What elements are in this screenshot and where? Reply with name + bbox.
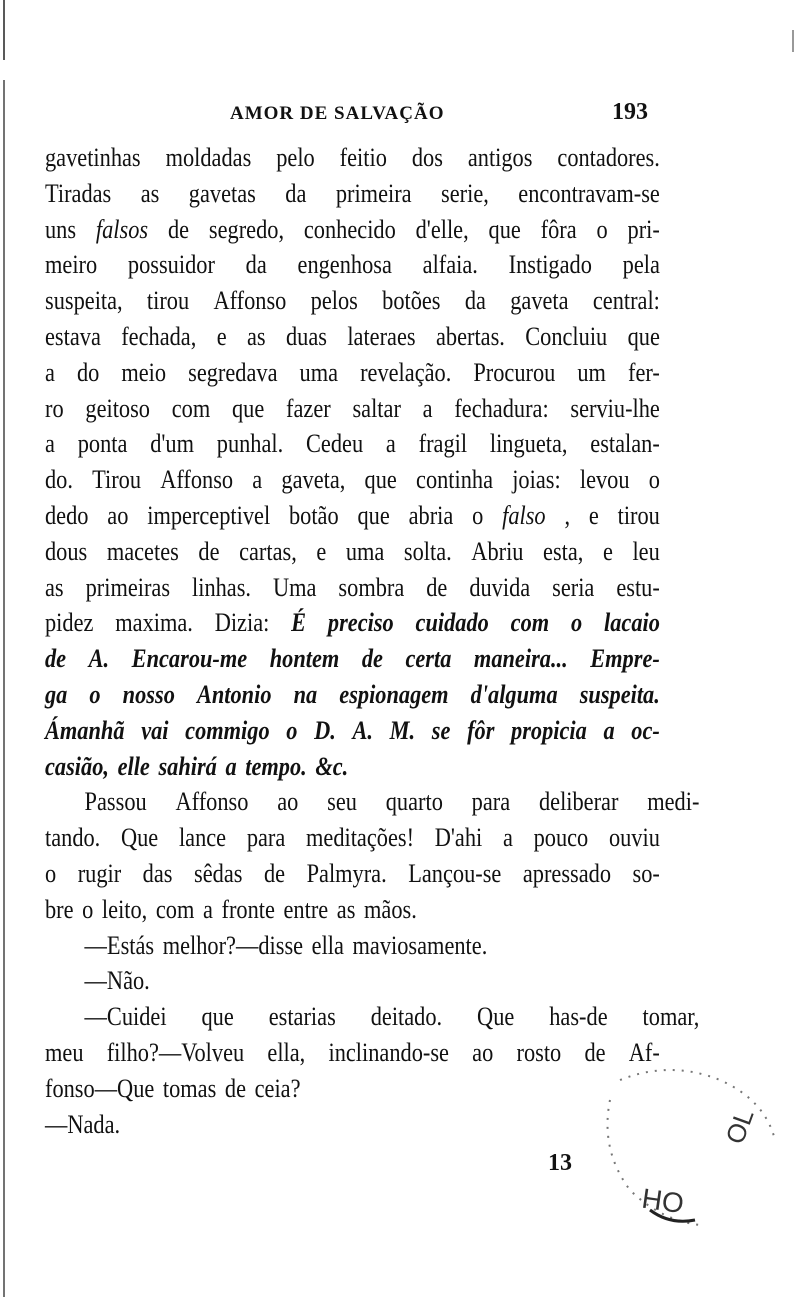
word: d'alguma <box>470 679 558 709</box>
stamp-fragment: OL <box>719 1104 760 1148</box>
word: gaveta, <box>281 465 346 495</box>
word: rosto <box>516 1037 562 1067</box>
word: Passou <box>84 787 147 817</box>
word: Affonso <box>175 787 249 817</box>
text-line <box>45 892 660 928</box>
word: engenhosa <box>297 250 392 280</box>
word: ga <box>45 679 68 709</box>
word: de <box>584 1037 606 1067</box>
word: Antonio <box>196 679 272 709</box>
word: espionagem <box>339 679 449 709</box>
word: elle <box>117 751 150 781</box>
word: fragil <box>418 429 468 459</box>
text-line <box>45 426 660 462</box>
word: leu <box>632 536 660 566</box>
word: que <box>627 321 660 351</box>
word: oc- <box>631 715 660 745</box>
word: mãos. <box>364 894 417 924</box>
word: d'elle, <box>415 214 469 244</box>
text-line <box>45 391 660 427</box>
word: estava <box>45 321 101 351</box>
signature-mark: 13 <box>548 1150 572 1176</box>
word: possuidor <box>127 250 215 280</box>
text-line <box>45 784 699 820</box>
word: Empre- <box>590 644 660 674</box>
word: as <box>246 321 266 351</box>
word: continha <box>416 465 494 495</box>
page-number: 193 <box>612 99 648 125</box>
word: pouco <box>533 823 589 853</box>
word: o <box>45 858 57 888</box>
word: Tirou <box>92 465 142 495</box>
word: hontem <box>269 644 340 674</box>
word: Encarou-me <box>131 644 248 674</box>
word: punhal. <box>216 429 284 459</box>
word: maxima. <box>115 608 193 638</box>
text-line <box>45 820 660 856</box>
word: —Cuidei <box>84 1002 167 1032</box>
word: a <box>422 393 433 423</box>
word: ella <box>311 930 344 960</box>
word: apressado <box>522 858 612 888</box>
word: para <box>246 823 286 853</box>
word: com <box>510 608 550 638</box>
text-line <box>45 534 660 570</box>
word: duvida <box>469 572 531 602</box>
word: meio <box>121 357 167 387</box>
word: fôra <box>540 214 577 244</box>
word: vai <box>141 715 169 745</box>
word: de <box>361 644 383 674</box>
word: —Não. <box>84 966 150 996</box>
scan-mark <box>792 30 794 52</box>
word: estarias <box>268 1002 336 1032</box>
word: lacaio <box>604 608 660 638</box>
margin-rule <box>3 0 5 1297</box>
word: joias: <box>512 465 561 495</box>
stamp-fragment: HO <box>639 1182 686 1220</box>
word: meditações! <box>306 823 415 853</box>
word: A. <box>88 644 110 674</box>
text-line <box>45 713 660 749</box>
word: Uma <box>272 572 317 602</box>
word: gavetinhas <box>45 143 141 172</box>
word: Affonso <box>160 465 234 495</box>
word: leito, <box>101 894 148 924</box>
word: com <box>171 393 211 423</box>
word: fechada, <box>121 321 197 351</box>
word: melhor?—disse <box>162 930 304 960</box>
word: —Estás <box>84 930 155 960</box>
text-line <box>45 963 699 999</box>
word: lingueta, <box>489 429 568 459</box>
word: a <box>45 429 55 459</box>
word: de <box>198 536 220 566</box>
word: de <box>45 644 67 674</box>
word: a <box>225 751 237 781</box>
word: commigo <box>185 715 270 745</box>
word: ceia? <box>254 1073 301 1103</box>
word: Dizia: <box>214 608 270 638</box>
word: botão <box>288 500 339 530</box>
word: antigos <box>467 143 533 172</box>
word: dous <box>45 536 88 566</box>
word: Af- <box>628 1037 660 1067</box>
text-line <box>45 355 660 391</box>
word: e <box>316 536 327 566</box>
word: linhas. <box>192 572 252 602</box>
word: seu <box>327 787 357 817</box>
library-stamp-icon <box>590 1060 800 1230</box>
word: o <box>648 465 660 495</box>
word: que <box>357 500 390 530</box>
word: encontravam-se <box>518 178 660 208</box>
word: &c. <box>315 751 349 781</box>
word: da <box>285 178 307 208</box>
word: que <box>201 1002 234 1032</box>
word: A. <box>352 715 374 745</box>
word: esta, <box>543 536 584 566</box>
word: do <box>76 357 100 387</box>
word: maneira... <box>473 644 568 674</box>
word: quarto <box>385 787 443 817</box>
word: o <box>286 715 298 745</box>
word: a <box>45 357 55 387</box>
word: ao <box>472 1037 494 1067</box>
word: tirou <box>617 500 660 530</box>
word: ro <box>45 393 64 423</box>
word: lateraes <box>347 321 416 351</box>
word: geitoso <box>85 393 150 423</box>
word: deitado. <box>370 1002 443 1032</box>
word: a <box>252 465 263 495</box>
word: o <box>472 500 484 530</box>
word: fer- <box>627 357 660 387</box>
word: bre <box>45 894 74 924</box>
word: propicia <box>511 715 587 745</box>
text-line <box>45 1035 660 1071</box>
word: pelos <box>310 286 358 316</box>
text-line <box>45 856 660 892</box>
word: pelo <box>276 143 315 172</box>
word: central: <box>592 286 660 316</box>
word: meu <box>45 1037 84 1067</box>
word: ouviu <box>608 823 660 853</box>
word: e <box>602 536 613 566</box>
word: tirou <box>146 286 190 316</box>
word: entre <box>283 894 329 924</box>
word: estalan- <box>590 429 660 459</box>
word: ponta <box>77 429 128 459</box>
word: deliberar <box>538 787 619 817</box>
word: que <box>488 214 521 244</box>
word: gavetas <box>188 178 256 208</box>
text-line <box>45 319 660 355</box>
word: lance <box>178 823 227 853</box>
word: Que <box>120 823 159 853</box>
word: Cedeu <box>306 429 364 459</box>
word: que <box>364 465 397 495</box>
word: sombra <box>338 572 405 602</box>
text-line <box>45 212 660 248</box>
word: serie, <box>441 178 489 208</box>
word: d'um <box>150 429 194 459</box>
word: meiro <box>45 250 98 280</box>
word: tando. <box>45 823 101 853</box>
text-line <box>45 498 660 534</box>
word: preciso <box>327 608 394 638</box>
word: as <box>45 572 64 602</box>
word: falso <box>502 500 546 530</box>
word: fronte <box>221 894 275 924</box>
word: fazer <box>286 393 331 423</box>
text-line <box>45 605 660 641</box>
word: —Nada. <box>45 1109 121 1139</box>
word: levou <box>579 465 630 495</box>
word: suspeita. <box>579 679 660 709</box>
word: na <box>293 679 318 709</box>
word: has-de <box>549 1002 608 1032</box>
word: segredava <box>188 357 278 387</box>
text-line <box>45 570 660 606</box>
word: M. <box>389 715 416 745</box>
word: Tiradas <box>45 178 112 208</box>
word: seria <box>552 572 595 602</box>
word: tomar, <box>642 1002 700 1032</box>
word: fôr <box>467 715 495 745</box>
word: imperceptivel <box>147 500 271 530</box>
word: casião, <box>45 751 109 781</box>
word: alfaia. <box>422 250 478 280</box>
running-head: AMOR DE SALVAÇÃO <box>230 103 445 124</box>
word: pidez <box>45 608 94 638</box>
word: o <box>89 679 101 709</box>
word: e <box>216 321 227 351</box>
text-line <box>45 641 660 677</box>
word: medi- <box>647 787 700 817</box>
word: D. <box>314 715 336 745</box>
word: contadores. <box>557 143 660 172</box>
word: uma <box>345 536 385 566</box>
word: dos <box>411 143 443 172</box>
word: filho?—Volveu <box>106 1037 245 1067</box>
word: Concluiu <box>525 321 608 351</box>
word: de <box>167 214 190 244</box>
word: fonso—Que <box>45 1073 155 1103</box>
word: e <box>588 500 599 530</box>
word: uns <box>45 214 77 244</box>
word: serviu-lhe <box>570 393 660 423</box>
word: maviosamente. <box>352 930 488 960</box>
word: nosso <box>122 679 175 709</box>
word: pri- <box>627 214 660 244</box>
text-line <box>45 749 660 785</box>
word: o <box>570 608 583 638</box>
word: segredo, <box>208 214 285 244</box>
text-line <box>45 999 699 1035</box>
word: Affonso <box>213 286 287 316</box>
word: Abriu <box>471 536 524 566</box>
text-line <box>45 140 660 176</box>
word: Lançou-se <box>408 858 502 888</box>
word: abria <box>408 500 454 530</box>
word: Instigado <box>508 250 592 280</box>
word: uma <box>299 357 339 387</box>
word: abertas. <box>435 321 505 351</box>
word: revelação. <box>360 357 452 387</box>
word: do. <box>45 465 73 495</box>
word: as <box>140 178 160 208</box>
word: duas <box>285 321 327 351</box>
word: o <box>596 214 608 244</box>
text-line <box>45 176 660 212</box>
text-line <box>45 462 660 498</box>
word: a <box>603 715 615 745</box>
body-text <box>45 140 700 1142</box>
word: certa <box>405 644 452 674</box>
word: tomas <box>162 1073 217 1103</box>
word: ao <box>277 787 299 817</box>
word: das <box>142 858 173 888</box>
word: da <box>464 286 486 316</box>
word: as <box>336 894 356 924</box>
word: ao <box>107 500 129 530</box>
word: suspeita, <box>45 286 123 316</box>
text-line <box>45 928 699 964</box>
word: feitio <box>339 143 387 172</box>
word: sêdas <box>194 858 243 888</box>
word: É <box>291 608 307 638</box>
word: Ámanhã <box>45 715 125 745</box>
word: cartas, <box>239 536 297 566</box>
text-line <box>45 1071 660 1107</box>
word: de <box>224 1073 247 1103</box>
word: fechadura: <box>454 393 549 423</box>
word: moldadas <box>165 143 252 172</box>
word: Que <box>477 1002 515 1032</box>
word: tempo. <box>245 751 307 781</box>
word: cuidado <box>415 608 489 638</box>
word: para <box>471 787 511 817</box>
word: macetes <box>106 536 179 566</box>
word: da <box>245 250 267 280</box>
word: botões <box>382 286 441 316</box>
word: conhecido <box>303 214 396 244</box>
word: sahirá <box>158 751 217 781</box>
word: de <box>426 572 448 602</box>
text-line <box>45 247 660 283</box>
word: falsos <box>95 214 149 244</box>
word: Palmyra. <box>306 858 387 888</box>
word: so- <box>632 858 660 888</box>
word: com <box>155 894 195 924</box>
word: pela <box>622 250 660 280</box>
word: solta. <box>403 536 452 566</box>
word: saltar <box>352 393 401 423</box>
text-line <box>45 1107 660 1143</box>
word: que <box>231 393 265 423</box>
word: se <box>431 715 451 745</box>
word: primeira <box>335 178 412 208</box>
word: dedo <box>45 500 89 530</box>
word: inclinando-se <box>328 1037 449 1067</box>
word: D'ahi <box>434 823 483 853</box>
word: ella, <box>267 1037 306 1067</box>
word: primeiras <box>85 572 171 602</box>
word: a <box>385 429 396 459</box>
text-line <box>45 283 660 319</box>
word: , <box>564 500 571 530</box>
page-header <box>0 99 800 133</box>
word: gaveta <box>510 286 569 316</box>
word: estu- <box>616 572 660 602</box>
word: o <box>82 894 94 924</box>
word: de <box>263 858 286 888</box>
word: rugir <box>77 858 122 888</box>
text-line <box>45 677 660 713</box>
word: a <box>202 894 213 924</box>
word: a <box>502 823 513 853</box>
word: um <box>577 357 606 387</box>
word: Procurou <box>473 357 556 387</box>
